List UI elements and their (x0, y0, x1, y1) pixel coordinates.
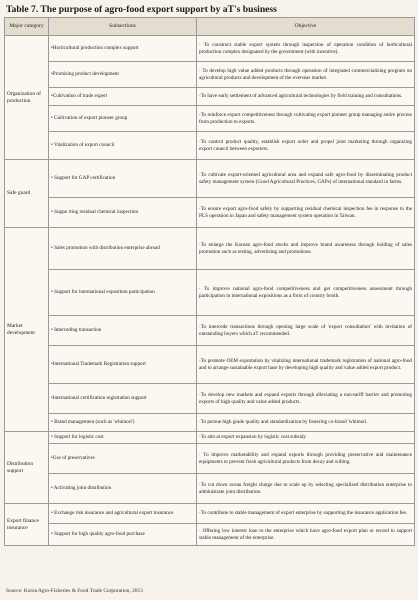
header-objective: Objective (197, 18, 415, 36)
table-row (5, 62, 415, 88)
objective-cell: · To improve marketability and expand exports through providing preservative and maintenance equipments to prevent fresh agricultural products from decay and wilting. (197, 444, 415, 474)
subsection-cell: • Support for GAP certification (49, 160, 197, 198)
category-cell: Safe guard (5, 160, 49, 228)
objective-cell: ·To promote OEM exportation by vitalizing international trademark registration of national agro-food and to arrange sustainable export base by developing high quality and value added export product. (197, 346, 415, 384)
subsection-cell: • Support for high quality agro-food purchase (49, 524, 197, 546)
subsection-cell: •Use of preservatives (49, 444, 197, 474)
category-cell: Market development (5, 228, 49, 432)
table-row (5, 384, 415, 414)
table-row (5, 524, 415, 546)
category-cell: Organization of production (5, 36, 49, 160)
table-row (5, 36, 415, 62)
subsection-cell: • Brand management (such as 'whimori') (49, 414, 197, 432)
export-support-table (4, 17, 415, 546)
table-row (5, 132, 415, 160)
objective-cell: ·To cultivate export-oriented agricultural area and expand safe agro-food by disseminating product safety management system (Good Agricultural Practices, GAPs) of international standard in farms. (197, 160, 415, 198)
objective-cell: ·To develop new markets and expand exports through alleviating a non-tariff barrier and promoting exports of high quality and value added products. (197, 384, 415, 414)
objective-cell: ·To intercede transactions through opening large scale of 'export consultation' with invitation of outstanding buyers which aT recommended. (197, 316, 415, 346)
table-row (5, 316, 415, 346)
table-row (5, 444, 415, 474)
table-row (5, 346, 415, 384)
subsection-cell: •International certification registration support (49, 384, 197, 414)
objective-cell: ·To cut down ocean freight charge due to scale up by selecting specialized distribution enterprise to administrate joint distribution. (197, 474, 415, 504)
table-row (5, 198, 415, 228)
subsection-cell: • Cultivation of export pioneer group (49, 106, 197, 132)
objective-cell: ·To control product quality, establish export order and propel joint marketing through organizing export council between exporters. (197, 132, 415, 160)
objective-cell: · To develop high value added products through operation of integrated commercializing program on agricultural products and development of the overseas market. (197, 62, 415, 88)
objective-cell: · To improve national agro-food competitiveness and get competitiveness assessment through participation in international expositions as a form of country booth. (197, 270, 415, 316)
objective-cell: ·To have early settlement of advanced agricultural technologies by field training and consultations. (197, 88, 415, 106)
table-row (5, 432, 415, 444)
subsection-cell: • Suppo rting residual chemical inspection (49, 198, 197, 228)
table-row (5, 270, 415, 316)
table-header-row (5, 18, 415, 36)
objective-cell: · Offering low interest loan to the enterprise which have agro-food export plan or record to support stable management of the enterprise. (197, 524, 415, 546)
subsection-cell: • Activating joint distribution (49, 474, 197, 504)
objective-cell: ·To pursue high grade quality and standardization by fostering co-brand 'whimori. (197, 414, 415, 432)
objective-cell: · To construct stable export system through inspection of operation condition of horticultural production complex designated by the government (with incentive). (197, 36, 415, 62)
objective-cell: ·To ensure export agro-food safety by supporting residual chemical inspection fee in response to the PLS operation in Japan and safety management system operation in Taiwan. (197, 198, 415, 228)
subsection-cell: • Exchange risk insurance and agricultural export insurance (49, 504, 197, 524)
objective-cell: ·To contribute to stable management of export enterprise by supporting the insurance application fee. (197, 504, 415, 524)
category-cell: Export finance insurance (5, 504, 49, 546)
table-row (5, 504, 415, 524)
table-row (5, 228, 415, 270)
table-row (5, 88, 415, 106)
header-major-category: Major category (5, 18, 49, 36)
subsection-cell: • Interceding transaction (49, 316, 197, 346)
source-note: Source: Korea Agro-Fisheries & Food Trade Corporation, 2013 (6, 588, 143, 594)
subsection-cell: •International Trademark Registration support (49, 346, 197, 384)
subsection-cell: • Vitalization of export council (49, 132, 197, 160)
subsection-cell: •Cultivation of trade expert (49, 88, 197, 106)
table-row (5, 414, 415, 432)
table-title: Table 7. The purpose of agro-food export support by aT's business (6, 4, 277, 15)
header-subsections: Subsections (49, 18, 197, 36)
table-row (5, 474, 415, 504)
objective-cell: ·To aim at export expansion by logistic cost subsidy (197, 432, 415, 444)
table-row (5, 160, 415, 198)
objective-cell: ·To enlarge the Korean agro-food stocks and improve brand awareness through holding of sales promotion such as testing, advertising and promotions. (197, 228, 415, 270)
subsection-cell: • Support for logistic cost (49, 432, 197, 444)
table-row (5, 106, 415, 132)
subsection-cell: • Support for international exposition participation (49, 270, 197, 316)
category-cell: Distribution support (5, 432, 49, 504)
subsection-cell: •Promising product development (49, 62, 197, 88)
subsection-cell: • Sales promotion with distribution enterprise abroad (49, 228, 197, 270)
objective-cell: ·To reinforce export competitiveness through cultivating export pioneer group managing entire process from production to exports. (197, 106, 415, 132)
subsection-cell: •Horticultural production complex support (49, 36, 197, 62)
